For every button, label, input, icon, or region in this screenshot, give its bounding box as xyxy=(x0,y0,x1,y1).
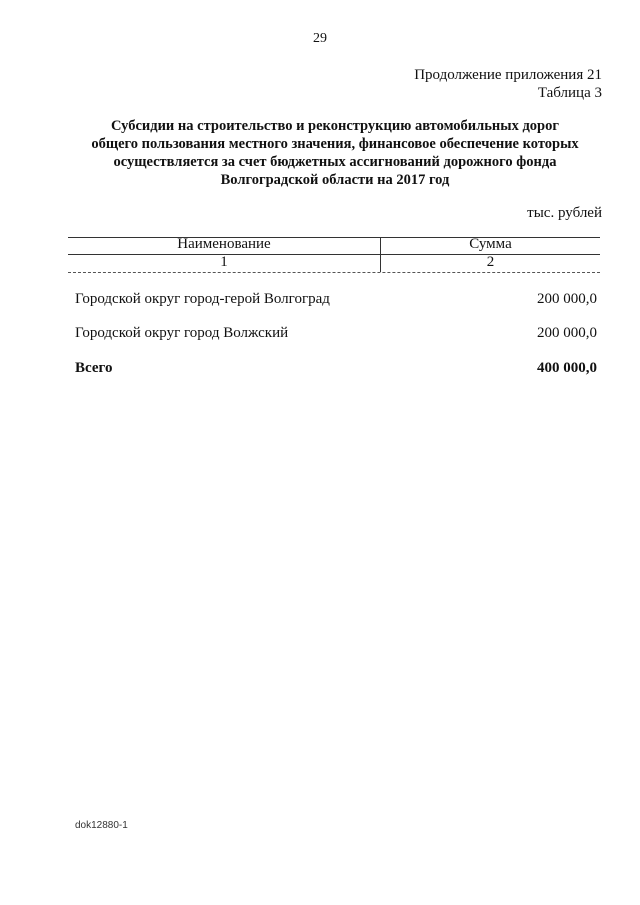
document-code: dok12880-1 xyxy=(75,820,128,831)
table-number: Таблица 3 xyxy=(537,85,602,101)
header-sum: Сумма xyxy=(469,236,512,252)
row-sum: 200 000,0 xyxy=(537,325,597,341)
title-line: осуществляется за счет бюджетных ассигнований дорожного фонда xyxy=(113,154,557,170)
header-bottom-border xyxy=(68,272,600,273)
total-sum: 400 000,0 xyxy=(537,360,597,376)
page-number: 29 xyxy=(313,31,327,46)
row-name: Городской округ город-герой Волгоград xyxy=(75,291,330,307)
title-line: Волгоградской области на 2017 год xyxy=(220,172,450,188)
total-label: Всего xyxy=(75,360,113,376)
row-name: Городской округ город Волжский xyxy=(75,325,289,341)
column-number-2: 2 xyxy=(486,254,495,270)
title-line: Субсидии на строительство и реконструкцию автомобильных дорог xyxy=(111,118,559,134)
column-number-1: 1 xyxy=(220,254,228,270)
document-title xyxy=(60,117,610,189)
units-label: тыс. рублей xyxy=(527,205,602,221)
title-line: общего пользования местного значения, финансовое обеспечение которых xyxy=(91,136,579,152)
header-name: Наименование xyxy=(177,236,271,252)
appendix-reference xyxy=(414,66,602,102)
row-sum: 200 000,0 xyxy=(537,291,597,307)
appendix-line: Продолжение приложения 21 xyxy=(414,67,602,83)
